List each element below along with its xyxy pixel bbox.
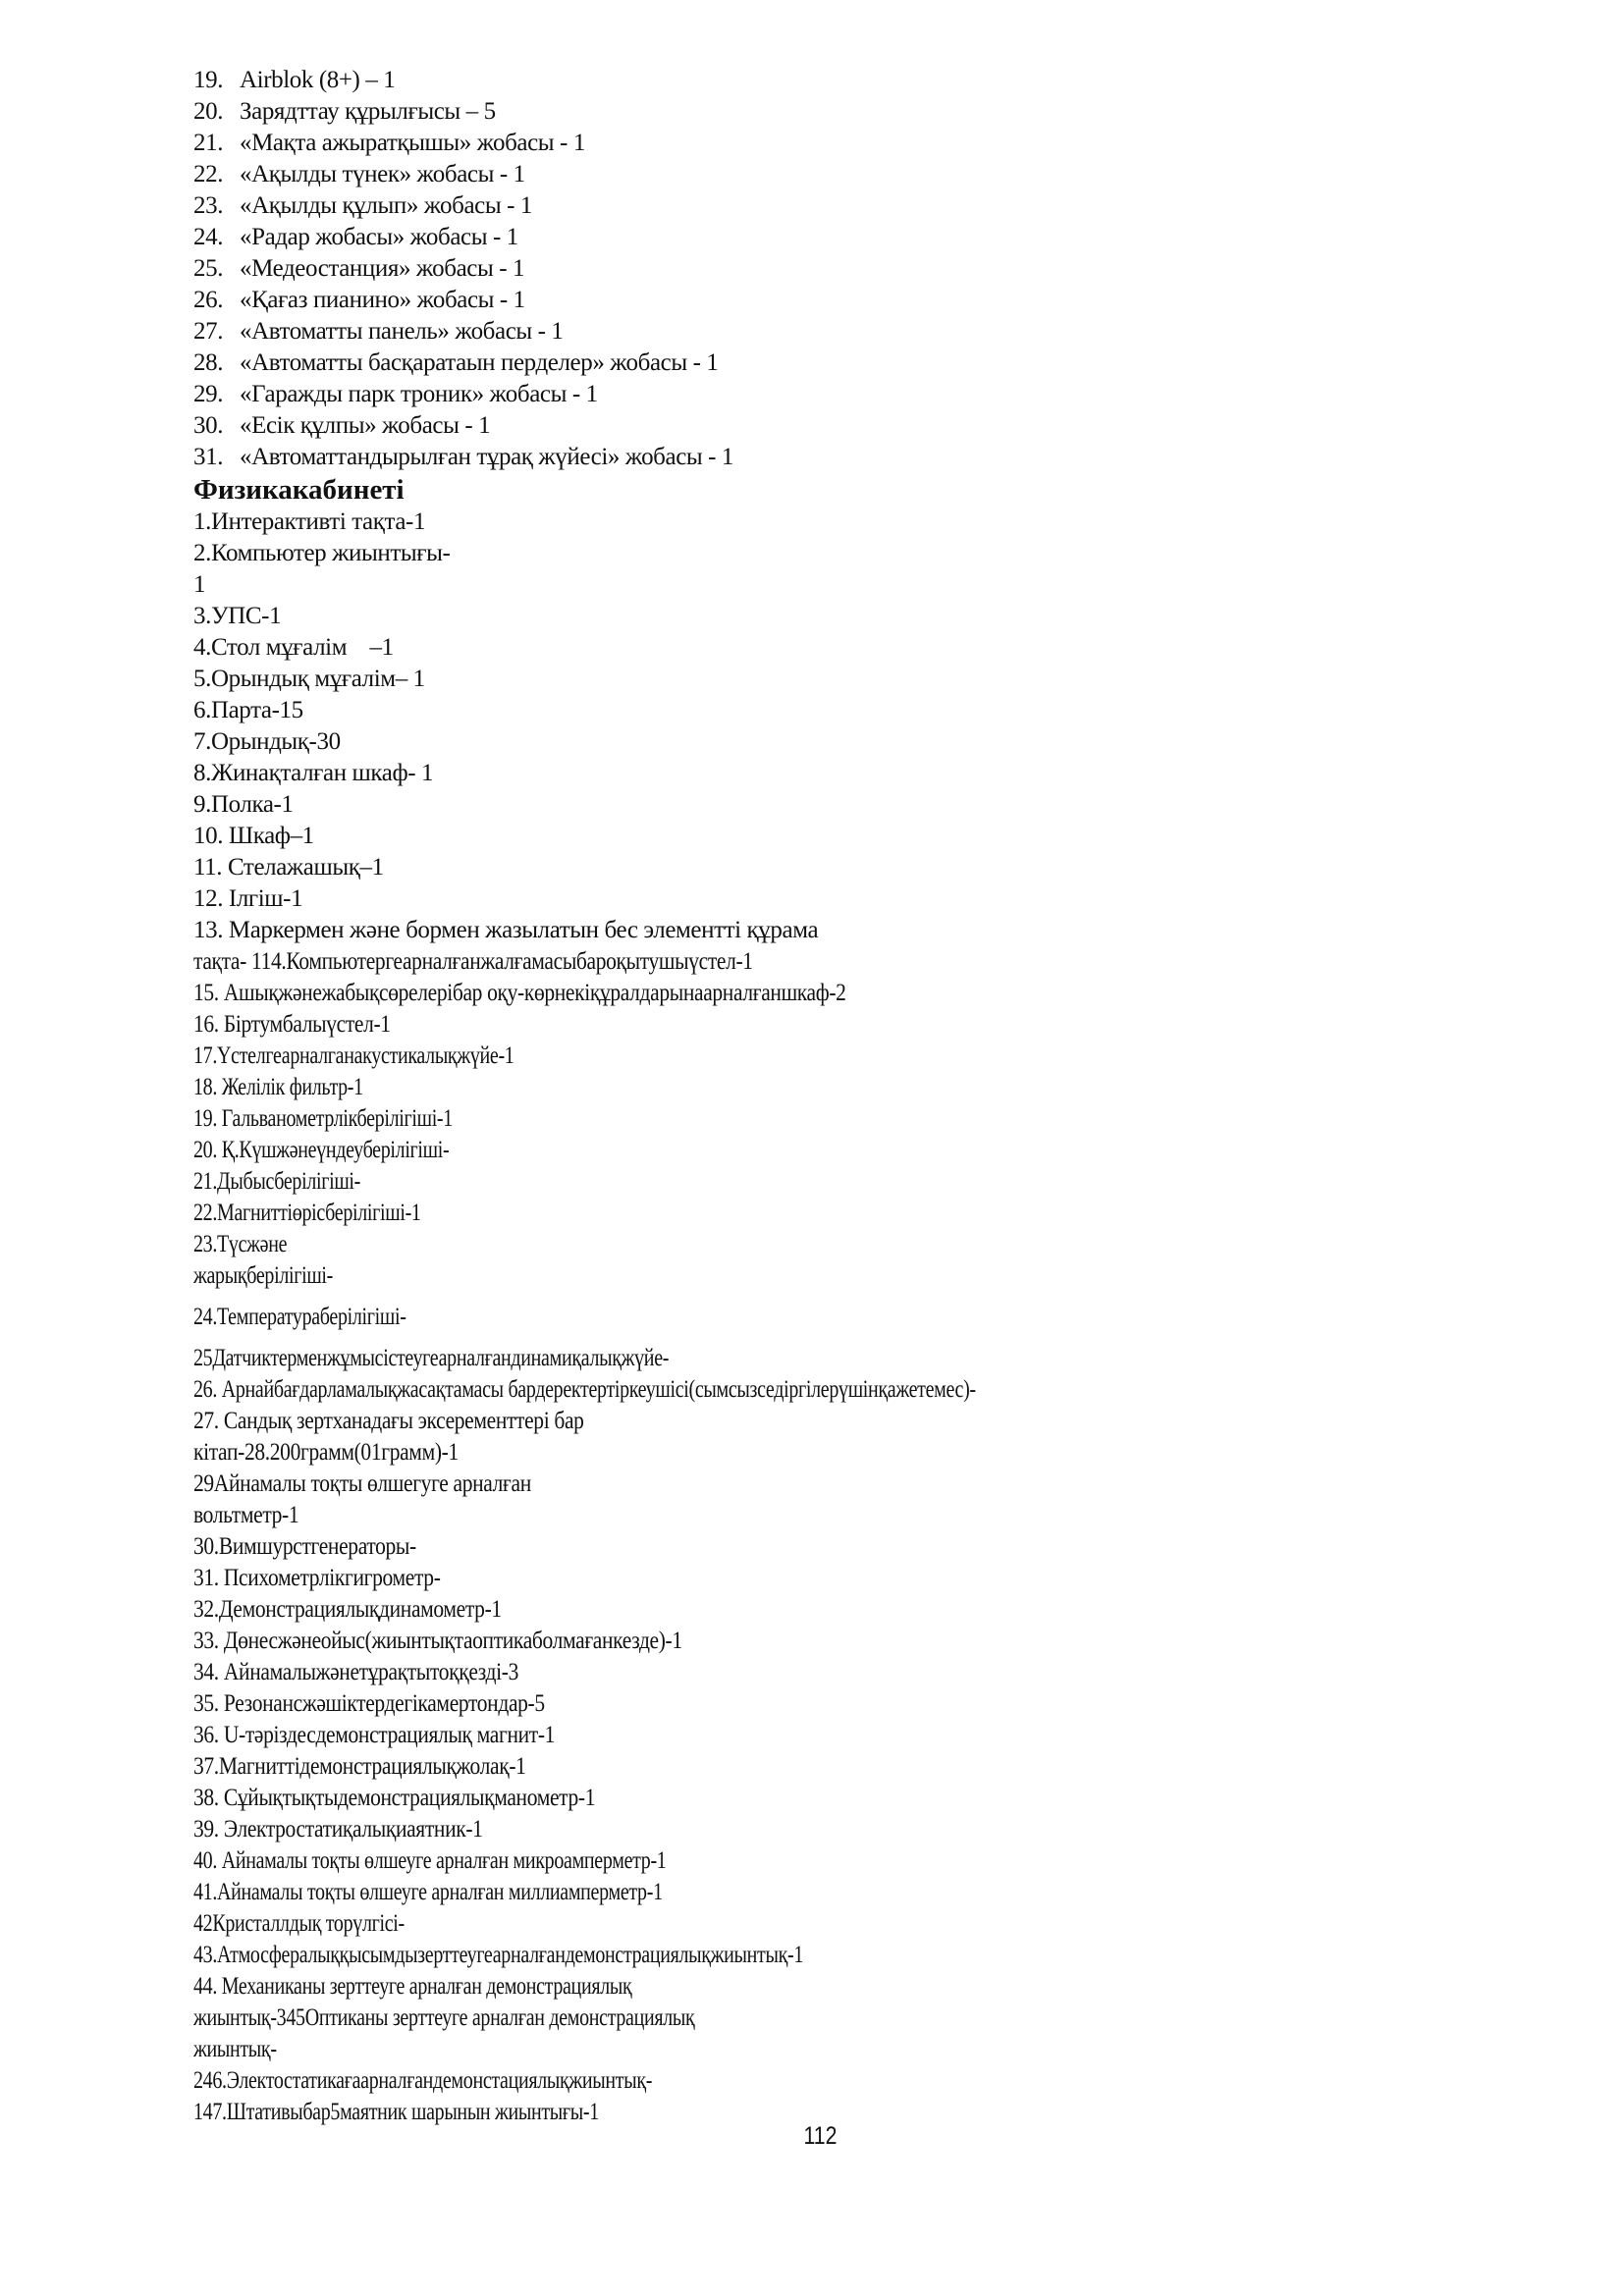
item-text: «Гаражды парк троник» жобасы - 1 <box>240 381 598 407</box>
list-item: 33. Дөнесжәнеойыс(жиынтықтаоптикаболмағанкезде)-1 <box>193 1628 682 1654</box>
item-number: 23. <box>193 192 224 219</box>
list-item <box>193 285 1470 316</box>
list-item <box>193 379 1470 410</box>
item-text: «Автоматтандырылған тұрақ жүйесі» жобасы - 1 <box>240 444 734 470</box>
list-item: 1 <box>193 571 206 598</box>
page-number: 112 <box>803 2122 838 2150</box>
list-item: 13. Маркермен және бормен жазылатын бес элементті құрама <box>193 917 819 943</box>
item-number: 30. <box>193 412 224 439</box>
list-item: 12. Ілгіш-1 <box>193 885 303 912</box>
list-item: 34. Айнамалыжәнетұрақтытоққезді-3 <box>193 1659 519 1685</box>
list-item <box>193 65 1470 96</box>
item-text: Зарядттау құрылғысы – 5 <box>240 98 496 125</box>
item-number: 19. <box>193 67 224 93</box>
list-item <box>193 222 1470 253</box>
list-item: 246.Электостатикағаарналғандемонстациялықжиынтық- <box>193 2067 653 2094</box>
item-text: «Автоматты панель» жобасы - 1 <box>240 318 564 345</box>
item-number: 21. <box>193 130 224 156</box>
list-item: 38. Сұйықтықтыдемонстрациялықманометр-1 <box>193 1785 596 1811</box>
list-item: 17.Үстелгеарналганакустикалықжүйе-1 <box>193 1042 514 1069</box>
list-item <box>193 159 1470 190</box>
list-item: кітап-28.200грамм(01грамм)-1 <box>193 1439 459 1466</box>
list-item: тақта- 114.Компьютергеарналғанжалғамасыбароқытушыүстел-1 <box>193 948 753 975</box>
list-item: 37.Магниттідемонстрациялықжолақ-1 <box>193 1753 526 1780</box>
section-heading: Физикакабинеті <box>193 474 405 506</box>
project-list <box>193 65 1470 473</box>
list-item: 36. U-тәріздесдемонстрациялық магнит-1 <box>193 1722 556 1748</box>
list-item: 40. Айнамалы тоқты өлшеуге арналған микроамперметр-1 <box>193 1847 667 1874</box>
item-number: 25. <box>193 255 224 282</box>
list-item: 25Датчиктерменжұмысістеугеарналғандинамиқалықжүйе- <box>193 1345 670 1371</box>
item-text: «Ақылды құлып» жобасы - 1 <box>240 192 532 219</box>
list-item: 16. Біртумбалыүстел-1 <box>193 1011 391 1038</box>
item-number: 24. <box>193 224 224 250</box>
list-item: вольтметр-1 <box>193 1502 299 1528</box>
list-item: 29Айнамалы тоқты өлшегуге арналған <box>193 1470 531 1497</box>
list-item: 24.Температураберілігіші- <box>193 1304 406 1330</box>
item-text: «Радар жобасы» жобасы - 1 <box>240 224 518 250</box>
item-number: 27. <box>193 318 224 345</box>
list-item <box>193 316 1470 347</box>
document-content <box>193 65 1470 2128</box>
item-number: 22. <box>193 161 224 187</box>
list-item: 7.Орындық-30 <box>193 728 341 755</box>
list-item: 1.Интерактивті тақта-1 <box>193 508 426 535</box>
item-number: 26. <box>193 287 224 313</box>
list-item: 35. Резонансжәшіктердегікамертондар-5 <box>193 1690 545 1717</box>
list-item: 39. Электростатиқалықиаятник-1 <box>193 1816 483 1842</box>
item-text: «Медеостанция» жобасы - 1 <box>240 255 525 282</box>
list-item <box>193 96 1470 128</box>
item-number: 31. <box>193 444 224 470</box>
list-item: 10. Шкаф–1 <box>193 823 314 849</box>
list-item: 20. Қ.Күшжәнеүндеуберілігіші- <box>193 1137 450 1163</box>
list-item: 41.Айнамалы тоқты өлшеуге арналған миллиамперметр-1 <box>193 1879 663 1905</box>
list-item: 23.Түсжәне <box>193 1231 288 1257</box>
list-item: 4.Стол мұғалім –1 <box>193 634 394 661</box>
list-item: 11. Стелажашық–1 <box>193 854 384 881</box>
list-item <box>193 128 1470 159</box>
list-item: 31. Психометрлікгигрометр- <box>193 1565 441 1591</box>
list-item <box>193 410 1470 442</box>
list-item: 19. Гальванометрлікберілігіші-1 <box>193 1105 453 1132</box>
list-item: 43.Атмосфералыққысымдызерттеугеарналғандемонстрациялықжиынтық-1 <box>193 1942 804 1968</box>
list-item <box>193 442 1470 473</box>
list-item: 147.Штативыбар5маятник шарынын жиынтығы-1 <box>193 2099 599 2125</box>
item-number: 28. <box>193 349 224 376</box>
list-item <box>193 253 1470 285</box>
list-item: жиынтық- <box>193 2036 277 2062</box>
item-text: «Ақылды түнек» жобасы - 1 <box>240 161 525 187</box>
item-text: «Есік құлпы» жобасы - 1 <box>240 412 491 439</box>
item-number: 29. <box>193 381 224 407</box>
list-item: жиынтық-345Оптиканы зерттеуге арналған демонстрациялық <box>193 2004 695 2031</box>
physics-equipment-list <box>193 507 1470 2128</box>
item-text: «Автоматты басқаратаын перделер» жобасы - 1 <box>240 349 719 376</box>
list-item: 15. Ашықжәнежабықсөрелерібар оқу-көрнекіқұралдарынаарналғаншкаф-2 <box>193 980 846 1006</box>
list-item: 6.Парта-15 <box>193 697 303 723</box>
list-item: 30.Вимшурстгенераторы- <box>193 1533 416 1560</box>
item-text: «Мақта ажыратқышы» жобасы - 1 <box>240 130 585 156</box>
list-item: 18. Желілік фильтр-1 <box>193 1074 363 1100</box>
list-item <box>193 190 1470 222</box>
list-item: 26. Арнайбағдарламалықжасақтамасы бардеректертіркеушісі(сымсызседіргілерүшінқажетемес)- <box>193 1376 976 1403</box>
list-item: 32.Демонстрациялықдинамометр-1 <box>193 1596 502 1623</box>
item-number: 20. <box>193 98 224 125</box>
list-item: 5.Орындық мұғалім– 1 <box>193 666 425 692</box>
item-text: Airblok (8+) – 1 <box>240 67 396 93</box>
list-item: 42Кристаллдық торүлгісі- <box>193 1910 405 1937</box>
list-item <box>193 347 1470 379</box>
list-item: 44. Механиканы зерттеуге арналған демонстрациялық <box>193 1973 632 2000</box>
list-item: 9.Полка-1 <box>193 791 294 818</box>
list-item: 8.Жинақталған шкаф- 1 <box>193 760 434 786</box>
list-item: 3.УПС-1 <box>193 603 282 629</box>
list-item: 2.Компьютер жиынтығы- <box>193 540 451 566</box>
list-item: 21.Дыбысберілігіші- <box>193 1168 360 1195</box>
list-item: 27. Сандық зертханадағы эксеременттері бар <box>193 1408 584 1434</box>
list-item: 22.Магниттіөрісберілігіші-1 <box>193 1200 421 1226</box>
item-text: «Қағаз пианино» жобасы - 1 <box>240 287 525 313</box>
list-item: жарықберілігіші- <box>193 1262 333 1289</box>
